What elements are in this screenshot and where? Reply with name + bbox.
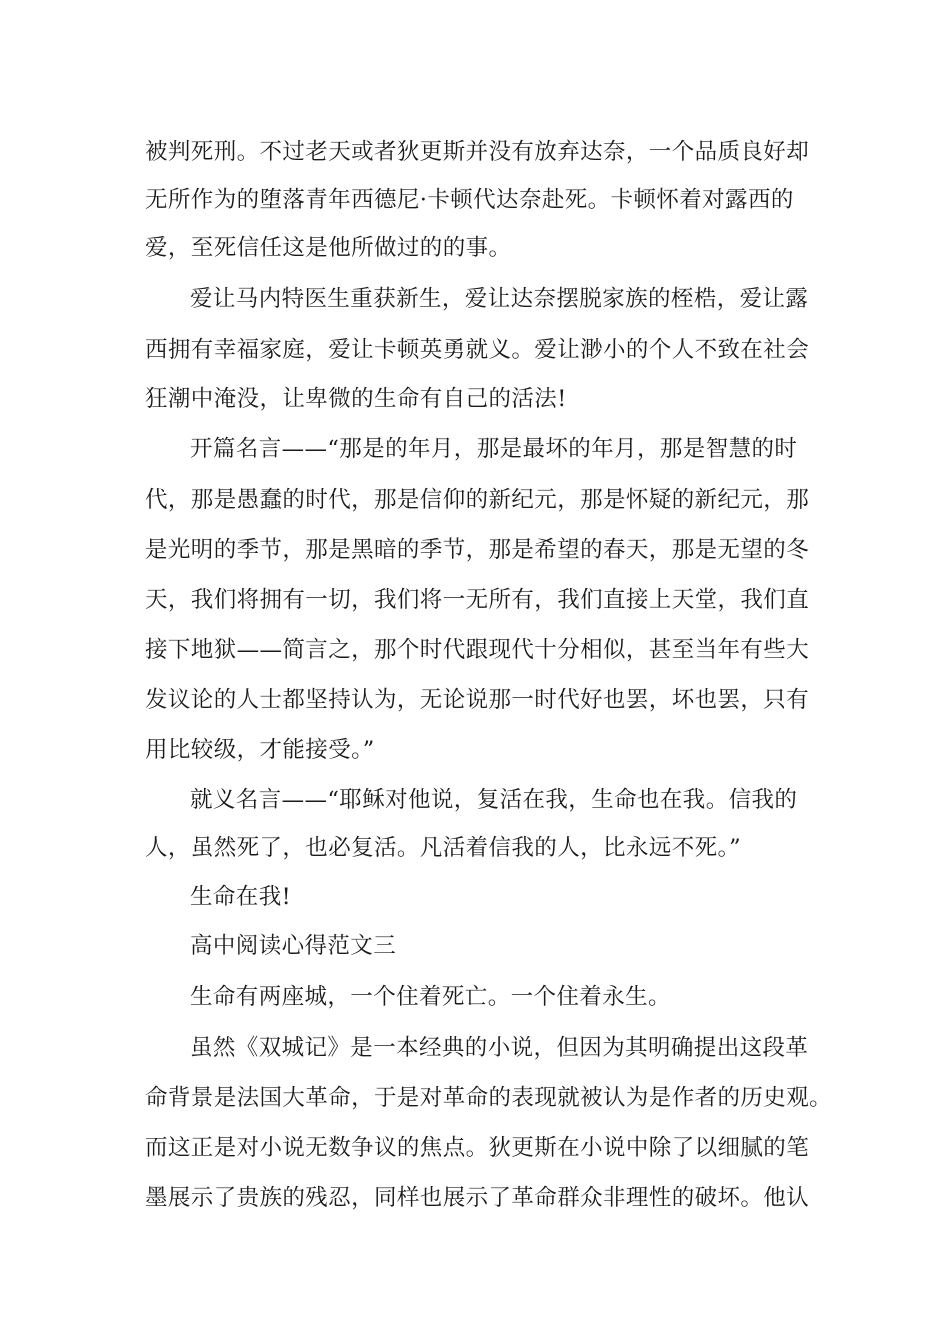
- paragraph-start: 爱让马内特医生重获新生，爱让达奈摆脱家族的桎梏，爱让露: [190, 286, 809, 312]
- paragraph-start: 生命有两座城，一个住着死亡。一个住着永生。: [190, 984, 671, 1010]
- text-line: 接下地狱——简言之，那个时代跟现代十分相似，甚至当年有些大: [145, 637, 810, 663]
- paragraph-start: 开篇名言——“那是的年月，那是最坏的年月，那是智慧的时: [190, 436, 798, 462]
- text-line: 墨展示了贵族的残忍，同样也展示了革命群众非理性的破坏。他认: [145, 1185, 810, 1211]
- paragraph-start: 虽然《双城记》是一本经典的小说，但因为其明确提出这段革: [190, 1035, 809, 1061]
- text-line: 是光明的季节，那是黑暗的季节，那是希望的春天，那是无望的冬: [145, 537, 810, 563]
- section-heading: 高中阅读心得范文三: [190, 933, 397, 959]
- text-line: 而这正是对小说无数争议的焦点。狄更斯在小说中除了以细腻的笔: [145, 1135, 810, 1161]
- text-line: 命背景是法国大革命，于是对革命的表现就被认为是作者的历史观。: [145, 1085, 833, 1111]
- text-line: 狂潮中淹没，让卑微的生命有自己的活法!: [145, 386, 567, 412]
- text-line: 代，那是愚蠢的时代，那是信仰的新纪元，那是怀疑的新纪元，那: [145, 487, 810, 513]
- text-line: 天，我们将拥有一切，我们将一无所有，我们直接上天堂，我们直: [145, 587, 810, 613]
- text-line: 西拥有幸福家庭，爱让卡顿英勇就义。爱让渺小的个人不致在社会: [145, 337, 810, 363]
- text-line: 用比较级，才能接受。”: [145, 737, 375, 763]
- text-line: 无所作为的堕落青年西德尼·卡顿代达奈赴死。卡顿怀着对露西的: [145, 187, 794, 213]
- text-line: 发议论的人士都坚持认为，无论说那一时代好也罢，坏也罢，只有: [145, 687, 810, 713]
- paragraph-start: 就义名言——“耶稣对他说，复活在我，生命也在我。信我的: [190, 787, 798, 813]
- text-line: 被判死刑。不过老天或者狄更斯并没有放弃达奈，一个品质良好却: [145, 139, 810, 165]
- text-line: 爱，至死信任这是他所做过的的事。: [145, 235, 512, 261]
- paragraph-start: 生命在我!: [190, 884, 292, 910]
- text-line: 人，虽然死了，也必复活。凡活着信我的人，比永远不死。”: [145, 835, 742, 861]
